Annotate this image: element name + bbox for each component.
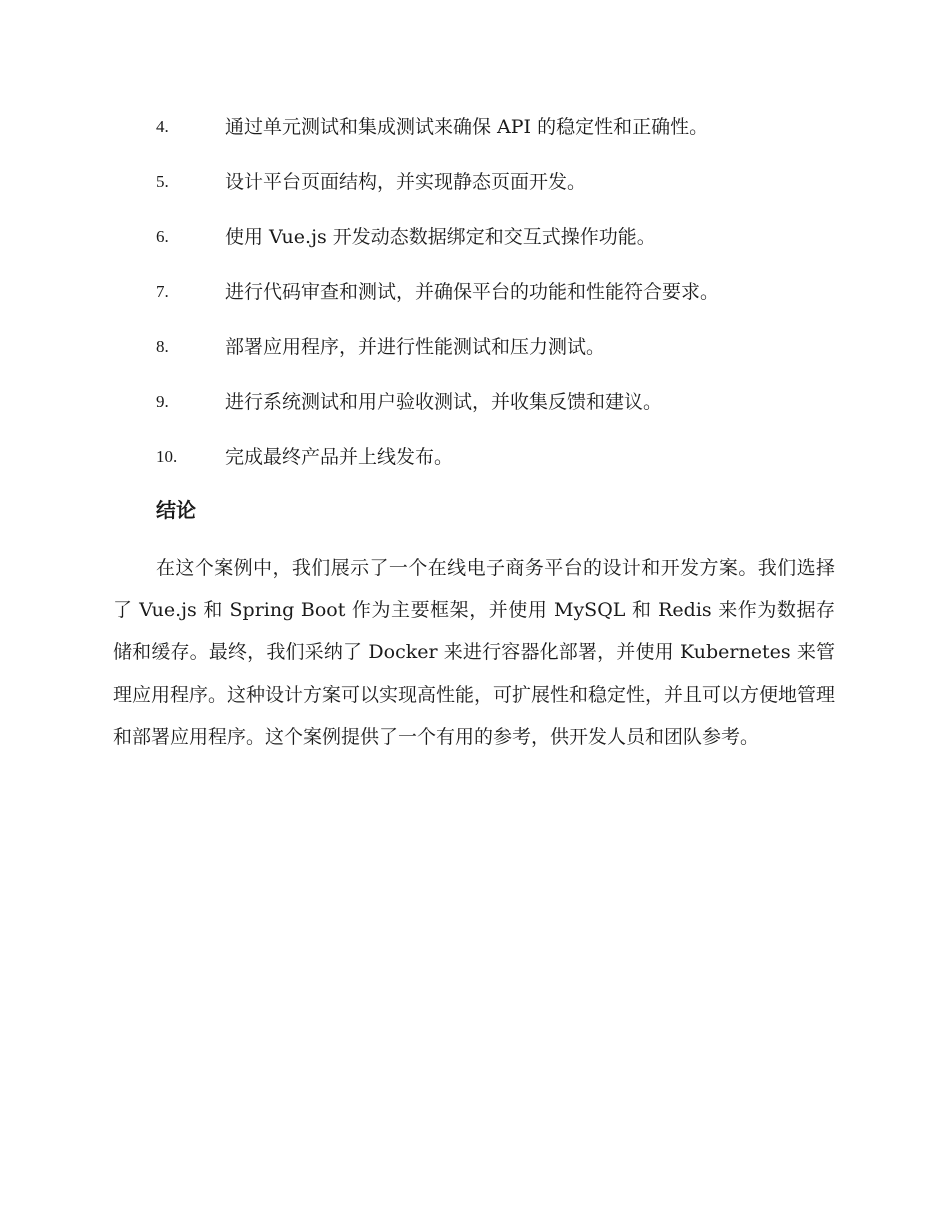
conclusion-paragraph: 在这个案例中，我们展示了一个在线电子商务平台的设计和开发方案。我们选择了 Vue.js 和 Spring Boot 作为主要框架，并使用 MySQL 和 Redis 来作为数据存储和缓存。最终，我们采纳了 Docker 来进行容器化部署，并使用 Kubernetes 来管理应用程序。这种设计方案可以实现高性能，可扩展性和稳定性，并且可以方便地管理和部署应用程序。这个案例提供了一个有用的参考，供开发人员和团队参考。 xyxy=(113,557,836,748)
list-item-number: 5. xyxy=(156,172,169,191)
list-item xyxy=(0,383,950,438)
list-item-text: 通过单元测试和集成测试来确保 API 的稳定性和正确性。 xyxy=(225,116,709,138)
list-item xyxy=(0,218,950,273)
conclusion-heading: 结论 xyxy=(156,498,196,522)
list-item xyxy=(0,328,950,383)
list-item-text: 使用 Vue.js 开发动态数据绑定和交互式操作功能。 xyxy=(225,226,656,248)
list-item-number: 4. xyxy=(156,117,169,136)
list-item-number: 8. xyxy=(156,337,169,356)
list-item-text: 部署应用程序，并进行性能测试和压力测试。 xyxy=(225,336,606,358)
list-item xyxy=(0,438,950,493)
list-item xyxy=(0,273,950,328)
list-item xyxy=(0,108,950,163)
list-item-text: 完成最终产品并上线发布。 xyxy=(225,446,454,468)
list-item-text: 进行系统测试和用户验收测试，并收集反馈和建议。 xyxy=(225,391,663,413)
list-item xyxy=(0,163,950,218)
list-item-number: 7. xyxy=(156,282,169,301)
list-item-text: 进行代码审查和测试，并确保平台的功能和性能符合要求。 xyxy=(225,281,720,303)
list-item-text: 设计平台页面结构，并实现静态页面开发。 xyxy=(225,171,587,193)
list-item-number: 10. xyxy=(156,447,178,466)
list-item-number: 6. xyxy=(156,227,169,246)
steps-list xyxy=(0,108,950,493)
list-item-number: 9. xyxy=(156,392,169,411)
